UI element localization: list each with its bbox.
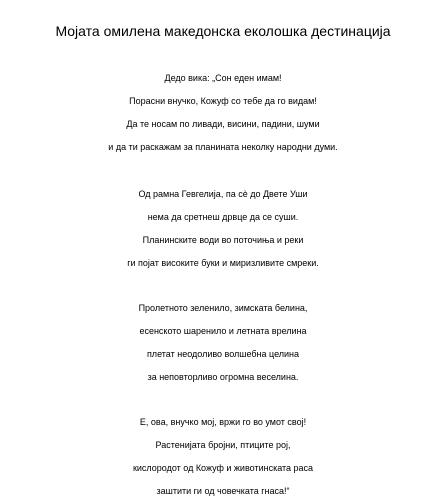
poem-line: за неповторливо огромна веселина. <box>147 372 299 382</box>
poem-line: и да ти раскажам за планината неколку народни думи. <box>108 142 338 152</box>
poem-line: Да те носам по ливади, висини, падини, шуми <box>126 119 320 129</box>
poem-line: Дедо вика: „Сон еден имам! <box>164 73 282 83</box>
poem-line: ги појат високите буки и миризливите смреки. <box>127 258 319 268</box>
poem-line: нема да сретнеш дрвце да се суши. <box>147 212 299 222</box>
poem-line: Растенијата бројни, птиците рој, <box>155 440 291 450</box>
document-title: Мојата омилена македонска еколошка дестинација <box>55 23 391 39</box>
poem-line: Е, ова, внучко мој, вржи го во умот свој! <box>139 417 307 427</box>
poem-line: есенското шаренило и летната врелина <box>139 326 307 336</box>
poem-line: заштити ги од човечката гнаса!“ <box>156 486 290 496</box>
poem-line: кислородот од Кожуф и животинската раса <box>132 463 314 473</box>
poem-line: плетат неодоливо волшебна целина <box>146 349 300 359</box>
poem-line: Порасни внучко, Кожуф со тебе да го видам! <box>129 96 317 106</box>
poem-line: Планинските води во поточиња и реки <box>142 235 304 245</box>
poem-line: Пролетното зеленило, зимската белина, <box>138 303 308 313</box>
poem-line: Од рамна Гевгелија, па сè до Двете Уши <box>138 189 308 199</box>
